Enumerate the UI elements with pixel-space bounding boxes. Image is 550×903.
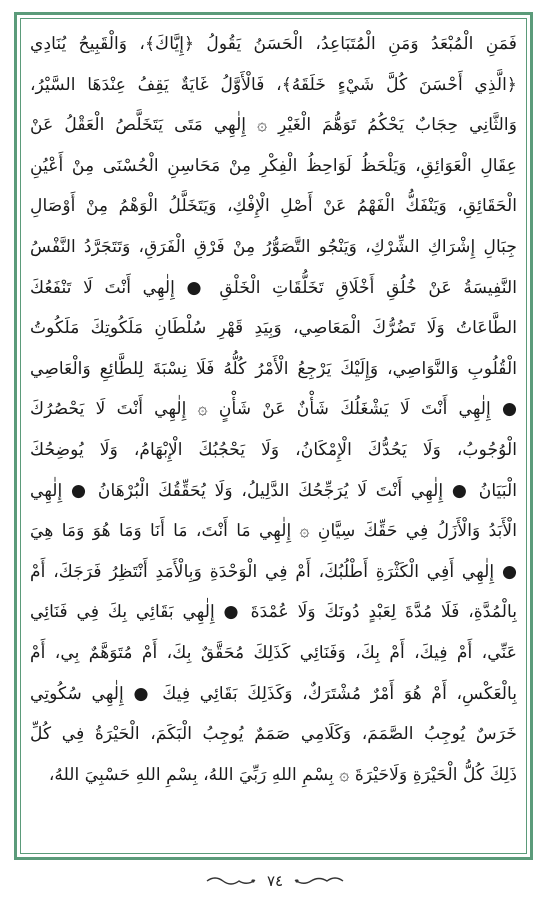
text-line: عِقَالِ الْعَوَائِقِ، وَيَلْحَظُ لَوَاحِظُ الْفِكْرِ مِنْ مَحَاسِنِ الْحُسْنَى مِنْ أَعْيُنِ bbox=[30, 155, 517, 176]
text-line: النَّفِيسَةُ عَنْ خُلُقِ أَخْلَاقِ تَخَلُّقَاتِ الْخَلْقِ ● إِلٰهِي أَنْتَ لَا تَنْفَعُكَ bbox=[30, 277, 517, 298]
page-text bbox=[30, 24, 517, 850]
text-line: فَمَنِ الْمُبْعَدُ وَمَنِ الْمُتَبَاعِدُ، الْحَسَنُ يَقُولُ ﴿إِيَّاكَ﴾، وَالْقَبِيحُ يُنَادِي bbox=[30, 34, 517, 54]
text-line: الْأَبَدُ وَالْأَزَلُ فِي حَقِّكَ سِيَّانِ ۞ إِلٰهِي مَا أَنْتَ، مَا أَنَا وَمَا هُوَ وَمَا هِيَ bbox=[30, 521, 517, 542]
text-line: بِالْمُدَّةِ، فَلَا مُدَّةَ لِعَبْدٍ دُونَكَ وَلَا عُمْدَةَ ● إِلٰهِي بَقَائِي بِكَ فِي فَنَائِي bbox=[30, 602, 517, 623]
text-line: الْوُجُوبُ، وَلَا يَحُدُّكَ الْإِمْكَانُ، وَلَا يَحْجُبُكَ الْإِبْهَامُ، وَلَا يُوضِحُكَ bbox=[30, 439, 517, 460]
text-line: الْحَقَائِقِ، وَيَنْفَكُّ الْفَهْمُ عَنْ أَصْلِ الْإِفْكِ، وَيَتَخَلَّلُ الْوَهْمُ مِنْ أَوْصَالِ bbox=[30, 196, 517, 217]
text-line: بِالْعَكْسِ، أَمْ هُوَ أَمْرٌ مُشْتَرَكٌ، وَكَذَلِكَ بَقَائِي فِيكَ ● إِلٰهِي سُكُوتِي bbox=[30, 683, 517, 704]
page-number: ٧٤ bbox=[266, 872, 284, 890]
text-line: الطَّاعَاتُ وَلَا تَضُرُّكَ الْمَعَاصِي، وَبِيَدِ قَهْرِ سُلْطَانِ مَلَكُوتِكَ مَلَكُوتُ bbox=[30, 318, 517, 339]
ornament-right-icon bbox=[205, 874, 257, 888]
text-line: ذَلِكَ كُلُّ الْحَيْرَةِ وَلَاحَيْرَةَ ۞ بِسْمِ اللهِ رَبِّيَ اللهُ، بِسْمِ اللهِ حَسْبِيَ اللهُ، bbox=[48, 764, 517, 785]
text-line: عَنِّي، أَمْ فِيكَ، أَمْ بِكَ، وَفَنَائِي كَذَلِكَ مُحَقَّقٌ بِكَ، أَمْ مُتَوَهَّمٌ بِي، أَمْ bbox=[30, 642, 517, 663]
text-line: الْقُلُوبِ وَالنَّوَاصِي، وَإِلَيْكَ يَرْجِعُ الْأَمْرُ كُلُّهُ فَلَا نِسْبَةَ لِلطَّائِعِ وَالْعَاصِي bbox=[30, 358, 517, 379]
text-line: ● إِلٰهِي أَفِي الْكَثْرَةِ أَطْلُبُكَ، أَمْ فِي الْوَحْدَةِ وَبِالْأَمَدِ أَنْتَظِرُ فَرَجَكَ، أَمْ bbox=[30, 561, 517, 582]
text-line: ﴿الَّذِي أَحْسَنَ كُلَّ شَيْءٍ خَلَقَهُ﴾، فَالْأَوَّلُ غَايَةٌ يَقِفُ عِنْدَهَا السَّيْرُ، bbox=[30, 74, 517, 95]
text-line: خَرَسٌ يُوجِبُ الصَّمَمَ، وَكَلَامِي صَمَمٌ يُوجِبُ الْبَكَمَ، الْحَيْرَةُ فِي كُلِّ bbox=[30, 724, 517, 745]
text-line: وَالثَّانِي حِجَابٌ يَحْكُمُ تَوَهُّمَ الْغَيْرِ ۞ إِلٰهِي مَتَى يَتَخَلَّصُ الْعَقْلُ عَنْ bbox=[30, 115, 517, 136]
text-line: الْبَيَانُ ● إِلٰهِي أَنْتَ لَا يُرَجِّحُكَ الدَّلِيلُ، وَلَا يُحَقِّقُكَ الْبُرْهَانُ ● إِلٰهِي bbox=[30, 480, 517, 501]
page-footer bbox=[0, 866, 550, 896]
text-line: ● إِلٰهِي أَنْتَ لَا يَشْغَلُكَ شَأْنٌ عَنْ شَأْنٍ ۞ إِلٰهِي أَنْتَ لَا يَحْصُرُكَ bbox=[30, 399, 517, 420]
ornament-left-icon bbox=[293, 874, 345, 888]
text-line: جِبَالِ إِشْرَاكِ الشِّرْكِ، وَيَنْجُو التَّصَوُّرُ مِنْ فَرْقِ الْفَرَقِ، وَتَتَجَرَّدُ النَّفْسُ bbox=[30, 236, 517, 257]
